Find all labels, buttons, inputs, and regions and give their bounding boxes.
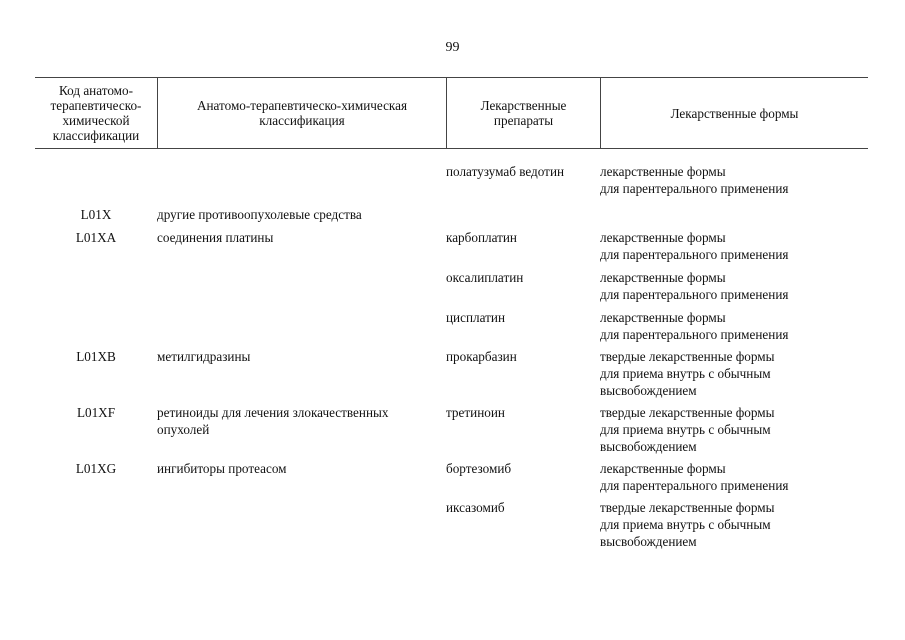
header-dosage-forms (600, 78, 868, 148)
header-atc-classification-text: Анатомо-терапевтическо-химическая классификация (196, 98, 408, 128)
atc-code-cell: L01XF (76, 405, 116, 420)
drug-name-cell: бортезомиб (446, 461, 512, 476)
page-number: 99 (445, 40, 460, 55)
atc-code-cell (35, 163, 157, 197)
dosage-form-cell: лекарственные формы для парентерального применения (600, 461, 789, 493)
drug-name-cell: оксалиплатин (446, 270, 524, 285)
drug-name-cell: цисплатин (446, 310, 505, 325)
classification-cell (157, 269, 446, 303)
dosage-form-cell: лекарственные формы для парентерального применения (600, 230, 789, 262)
atc-code-cell: L01X (80, 207, 112, 222)
dosage-form-cell: лекарственные формы для парентерального применения (600, 270, 789, 302)
classification-cell (157, 163, 446, 197)
drug-name-cell: третиноин (446, 405, 505, 420)
table-header (35, 77, 868, 149)
drug-name-cell: иксазомиб (446, 500, 505, 515)
table-row (35, 269, 868, 303)
header-drugs (446, 78, 600, 148)
table-row (35, 206, 868, 223)
header-atc-code (35, 78, 157, 148)
atc-code-cell: L01XA (75, 230, 117, 245)
dosage-form-cell: лекарственные формы для парентерального применения (600, 310, 789, 342)
classification-cell: ингибиторы протеасом (157, 461, 287, 476)
drug-name-cell: полатузумаб ведотин (446, 164, 565, 179)
header-atc-code-text: Код анатомо- терапевтическо- химической классификации (50, 83, 142, 143)
classification-cell: другие противоопухолевые средства (157, 207, 362, 222)
table-row (35, 163, 868, 197)
drug-classification-table (35, 77, 868, 550)
dosage-form-cell: твердые лекарственные формы для приема внутрь с обычным высвобождением (600, 500, 775, 549)
atc-code-cell (35, 499, 157, 550)
table-row (35, 460, 868, 494)
header-atc-classification (157, 78, 446, 148)
atc-code-cell (35, 309, 157, 343)
atc-code-cell: L01XG (75, 461, 117, 476)
classification-cell: ретиноиды для лечения злокачественных опухолей (157, 405, 389, 437)
header-dosage-forms-text: Лекарственные формы (670, 105, 799, 121)
table-row (35, 348, 868, 399)
table-body (35, 149, 868, 550)
dosage-form-cell: твердые лекарственные формы для приема внутрь с обычным высвобождением (600, 405, 775, 454)
classification-cell: метилгидразины (157, 349, 251, 364)
classification-cell (157, 499, 446, 550)
table-row (35, 309, 868, 343)
classification-cell: соединения платины (157, 230, 274, 245)
header-drugs-text: Лекарственные препараты (480, 98, 567, 128)
classification-cell (157, 309, 446, 343)
atc-code-cell: L01XB (76, 349, 116, 364)
dosage-form-cell (600, 206, 868, 223)
drug-name-cell: прокарбазин (446, 349, 517, 364)
table-row (35, 404, 868, 455)
dosage-form-cell: твердые лекарственные формы для приема внутрь с обычным высвобождением (600, 349, 775, 398)
atc-code-cell (35, 269, 157, 303)
table-row (35, 229, 868, 263)
drug-name-cell: карбоплатин (446, 230, 517, 245)
dosage-form-cell: лекарственные формы для парентерального применения (600, 164, 789, 196)
table-row (35, 499, 868, 550)
drug-name-cell (446, 206, 600, 223)
